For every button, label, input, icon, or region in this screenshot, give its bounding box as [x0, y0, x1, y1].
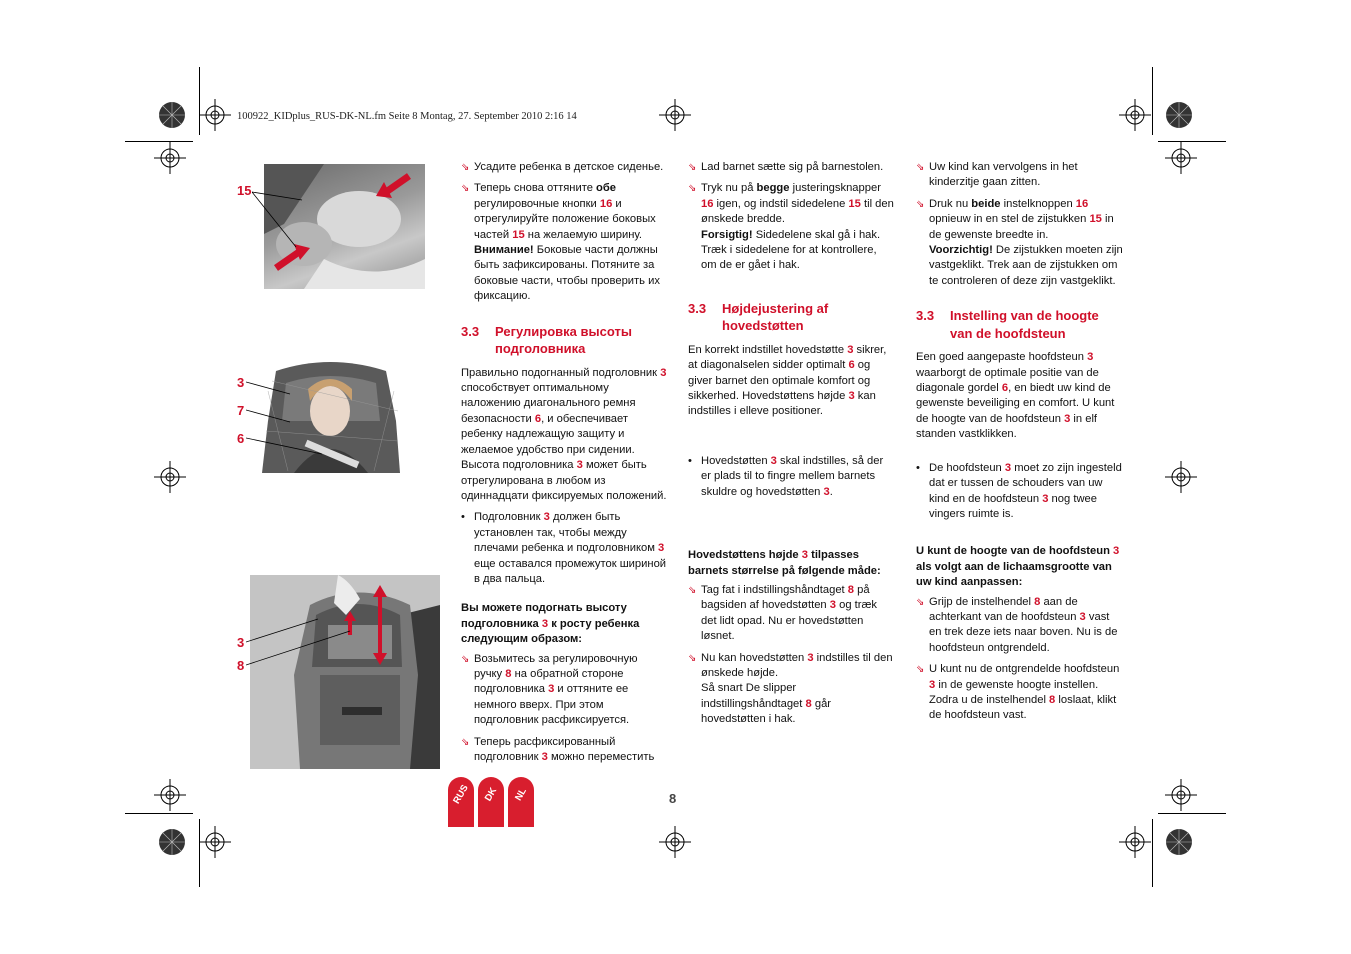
step-arrow-icon: ⇘ — [461, 736, 470, 748]
dk-lead: Hovedstøttens højde 3 tilpasses barnets størrelse på følgende måde: — [688, 549, 881, 577]
language-tab-rus[interactable]: RUS — [448, 777, 474, 827]
dk-section-heading: 3.3 Højdejustering af hovedstøtten — [688, 300, 829, 334]
step-arrow-icon: ⇘ — [461, 653, 470, 665]
dk-step-2: ⇘ Tryk nu på begge justeringsknapper 16 igen, og indstil sidedelene 15 til den ønskede bredde. Forsigtig! Sidedelene skal gå i hak. Træk i sidedelene for at kontrollere, om de er gået i hak. — [688, 182, 894, 272]
step-arrow-icon: ⇘ — [916, 596, 925, 608]
language-tab-nl[interactable]: NL — [508, 777, 534, 827]
ru-step-2: ⇘ Теперь снова оттяните обе регулировочные кнопки 16 и отрегулируйте положение боковых частей 15 на желаемую ширину. Внимание! Боковые части должны быть зафиксированы. Потяните за боковые части, чтобы проверить их фиксацию. — [461, 182, 660, 303]
ru-step-1: ⇘ Усадите ребенка в детское сиденье. — [461, 160, 668, 175]
ru-section-heading: 3.3 Регулировка высоты подголовника — [461, 323, 632, 357]
step-arrow-icon: ⇘ — [688, 584, 697, 596]
column-danish — [688, 160, 895, 734]
dk-step-1: ⇘ Lad barnet sætte sig på barnestolen. — [688, 160, 895, 175]
dk-intro: En korrekt indstillet hovedstøtte 3 sikrer, at diagonalselen sidder optimalt 6 og giver barnet den optimale komfort og sikkerhed. Hovedstøttens højde 3 kan indstilles i elleve positioner. — [688, 343, 887, 418]
ru-lead: Вы можете подогнать высоту подголовника 3 к росту ребенка следующим образом: — [461, 602, 640, 646]
page-number: 8 — [669, 791, 677, 806]
nl-step-3: ⇘ Grijp de instelhendel 8 aan de achterkant van de hoofdsteun 3 vast en trek deze iets naar boven. Nu is de hoofdsteun ontgrendeld. — [916, 595, 1118, 654]
column-russian — [461, 160, 668, 771]
column-dutch — [916, 160, 1123, 730]
dk-step-3: ⇘ Tag fat i indstillingshåndtaget 8 på bagsiden af hovedstøtten 3 og træk det lidt opad. Nu er hovedstøtten løsnet. — [688, 583, 878, 643]
ru-step-4: ⇘ Теперь расфиксированный подголовник 3 можно переместить — [461, 735, 655, 763]
ru-intro: Правильно подогнанный подголовник 3 способствует оптимальному наложению диагонального ремня безопасности 6, и обеспечивает ребенку надлежащую защиту и желаемое удобство при сидении. Высота подголовника 3 может быть отрегулирована в любом из одиннадцати фиксируемых положений. — [461, 366, 667, 502]
step-arrow-icon: ⇘ — [688, 162, 697, 173]
callout-8: 8 — [237, 658, 245, 673]
step-arrow-icon: ⇘ — [916, 162, 925, 173]
callout-7: 7 — [237, 403, 245, 418]
step-arrow-icon: ⇘ — [461, 183, 470, 195]
step-arrow-icon: ⇘ — [688, 183, 697, 195]
step-arrow-icon: ⇘ — [916, 198, 925, 210]
ru-step-3: ⇘ Возьмитесь за регулировочную ручку 8 на обратной стороне подголовника 3 и оттяните ее немного вверх. При этом подголовник расфиксируется. — [461, 652, 638, 727]
callout-lines-fig3 — [246, 605, 356, 675]
step-arrow-icon: ⇘ — [916, 664, 925, 676]
dk-bullet: • Hovedstøtten 3 skal indstilles, så der er plads til to fingre mellem barnets skuldre og hovedstøtten 3. — [688, 454, 884, 498]
nl-step-2: ⇘ Druk nu beide instelknoppen 16 opnieuw in en stel de zijstukken 15 in de gewenste breedte in. Voorzichtig! De zijstukken moeten zijn vastgeklikt. Trek aan de zijstukken om te controleren of deze zijn vastgeklikt. — [916, 197, 1123, 287]
nl-lead: U kunt de hoogte van de hoofdsteun 3 als volgt aan de lichaamsgrootte van uw kind aanpassen: — [916, 545, 1120, 589]
callout-lines-fig2 — [246, 370, 336, 470]
callout-3: 3 — [237, 375, 245, 390]
callout-15: 15 — [237, 183, 252, 198]
ru-bullet: • Подголовник 3 должен быть установлен так, чтобы между плечами ребенка и подголовником 3 еще оставался промежуток шириной в два пальца. — [461, 511, 667, 585]
callout-lines-fig1 — [252, 185, 312, 255]
file-header: 100922_KIDplus_RUS-DK-NL.fm Seite 8 Montag, 27. September 2010 2:16 14 — [237, 111, 577, 122]
step-arrow-icon: ⇘ — [461, 162, 470, 173]
language-tab-dk[interactable]: DK — [478, 777, 504, 827]
nl-section-heading: 3.3 Instelling van de hoogte van de hoofdsteun — [916, 308, 1099, 341]
nl-step-1: ⇘ Uw kind kan vervolgens in het kinderzitje gaan zitten. — [916, 161, 1078, 189]
dk-step-4: ⇘ Nu kan hovedstøtten 3 indstilles til den ønskede højde. Så snart De slipper indstillingshåndtaget 8 går hovedstøtten i hak. — [688, 651, 893, 726]
nl-step-4: ⇘ U kunt nu de ontgrendelde hoofdsteun 3 in de gewenste hoogte instellen. Zodra u de instelhendel 8 loslaat, klikt de hoofdsteun vast. — [916, 663, 1120, 722]
callout-6: 6 — [237, 431, 245, 446]
callout-3b: 3 — [237, 635, 245, 650]
step-arrow-icon: ⇘ — [688, 652, 697, 664]
nl-bullet: • De hoofdsteun 3 moet zo zijn ingesteld dat er tussen de schouders van uw kind en de hoofdsteun 3 nog twee vingers ruimte is. — [916, 461, 1122, 520]
nl-intro: Een goed aangepaste hoofdsteun 3 waarborgt de optimale positie van de diagonale gordel 6, en biedt uw kind de gewenste beveiliging en comfort. U kunt de hoogte van de hoofdsteun 3 in elf standen vastklikken. — [916, 351, 1115, 441]
